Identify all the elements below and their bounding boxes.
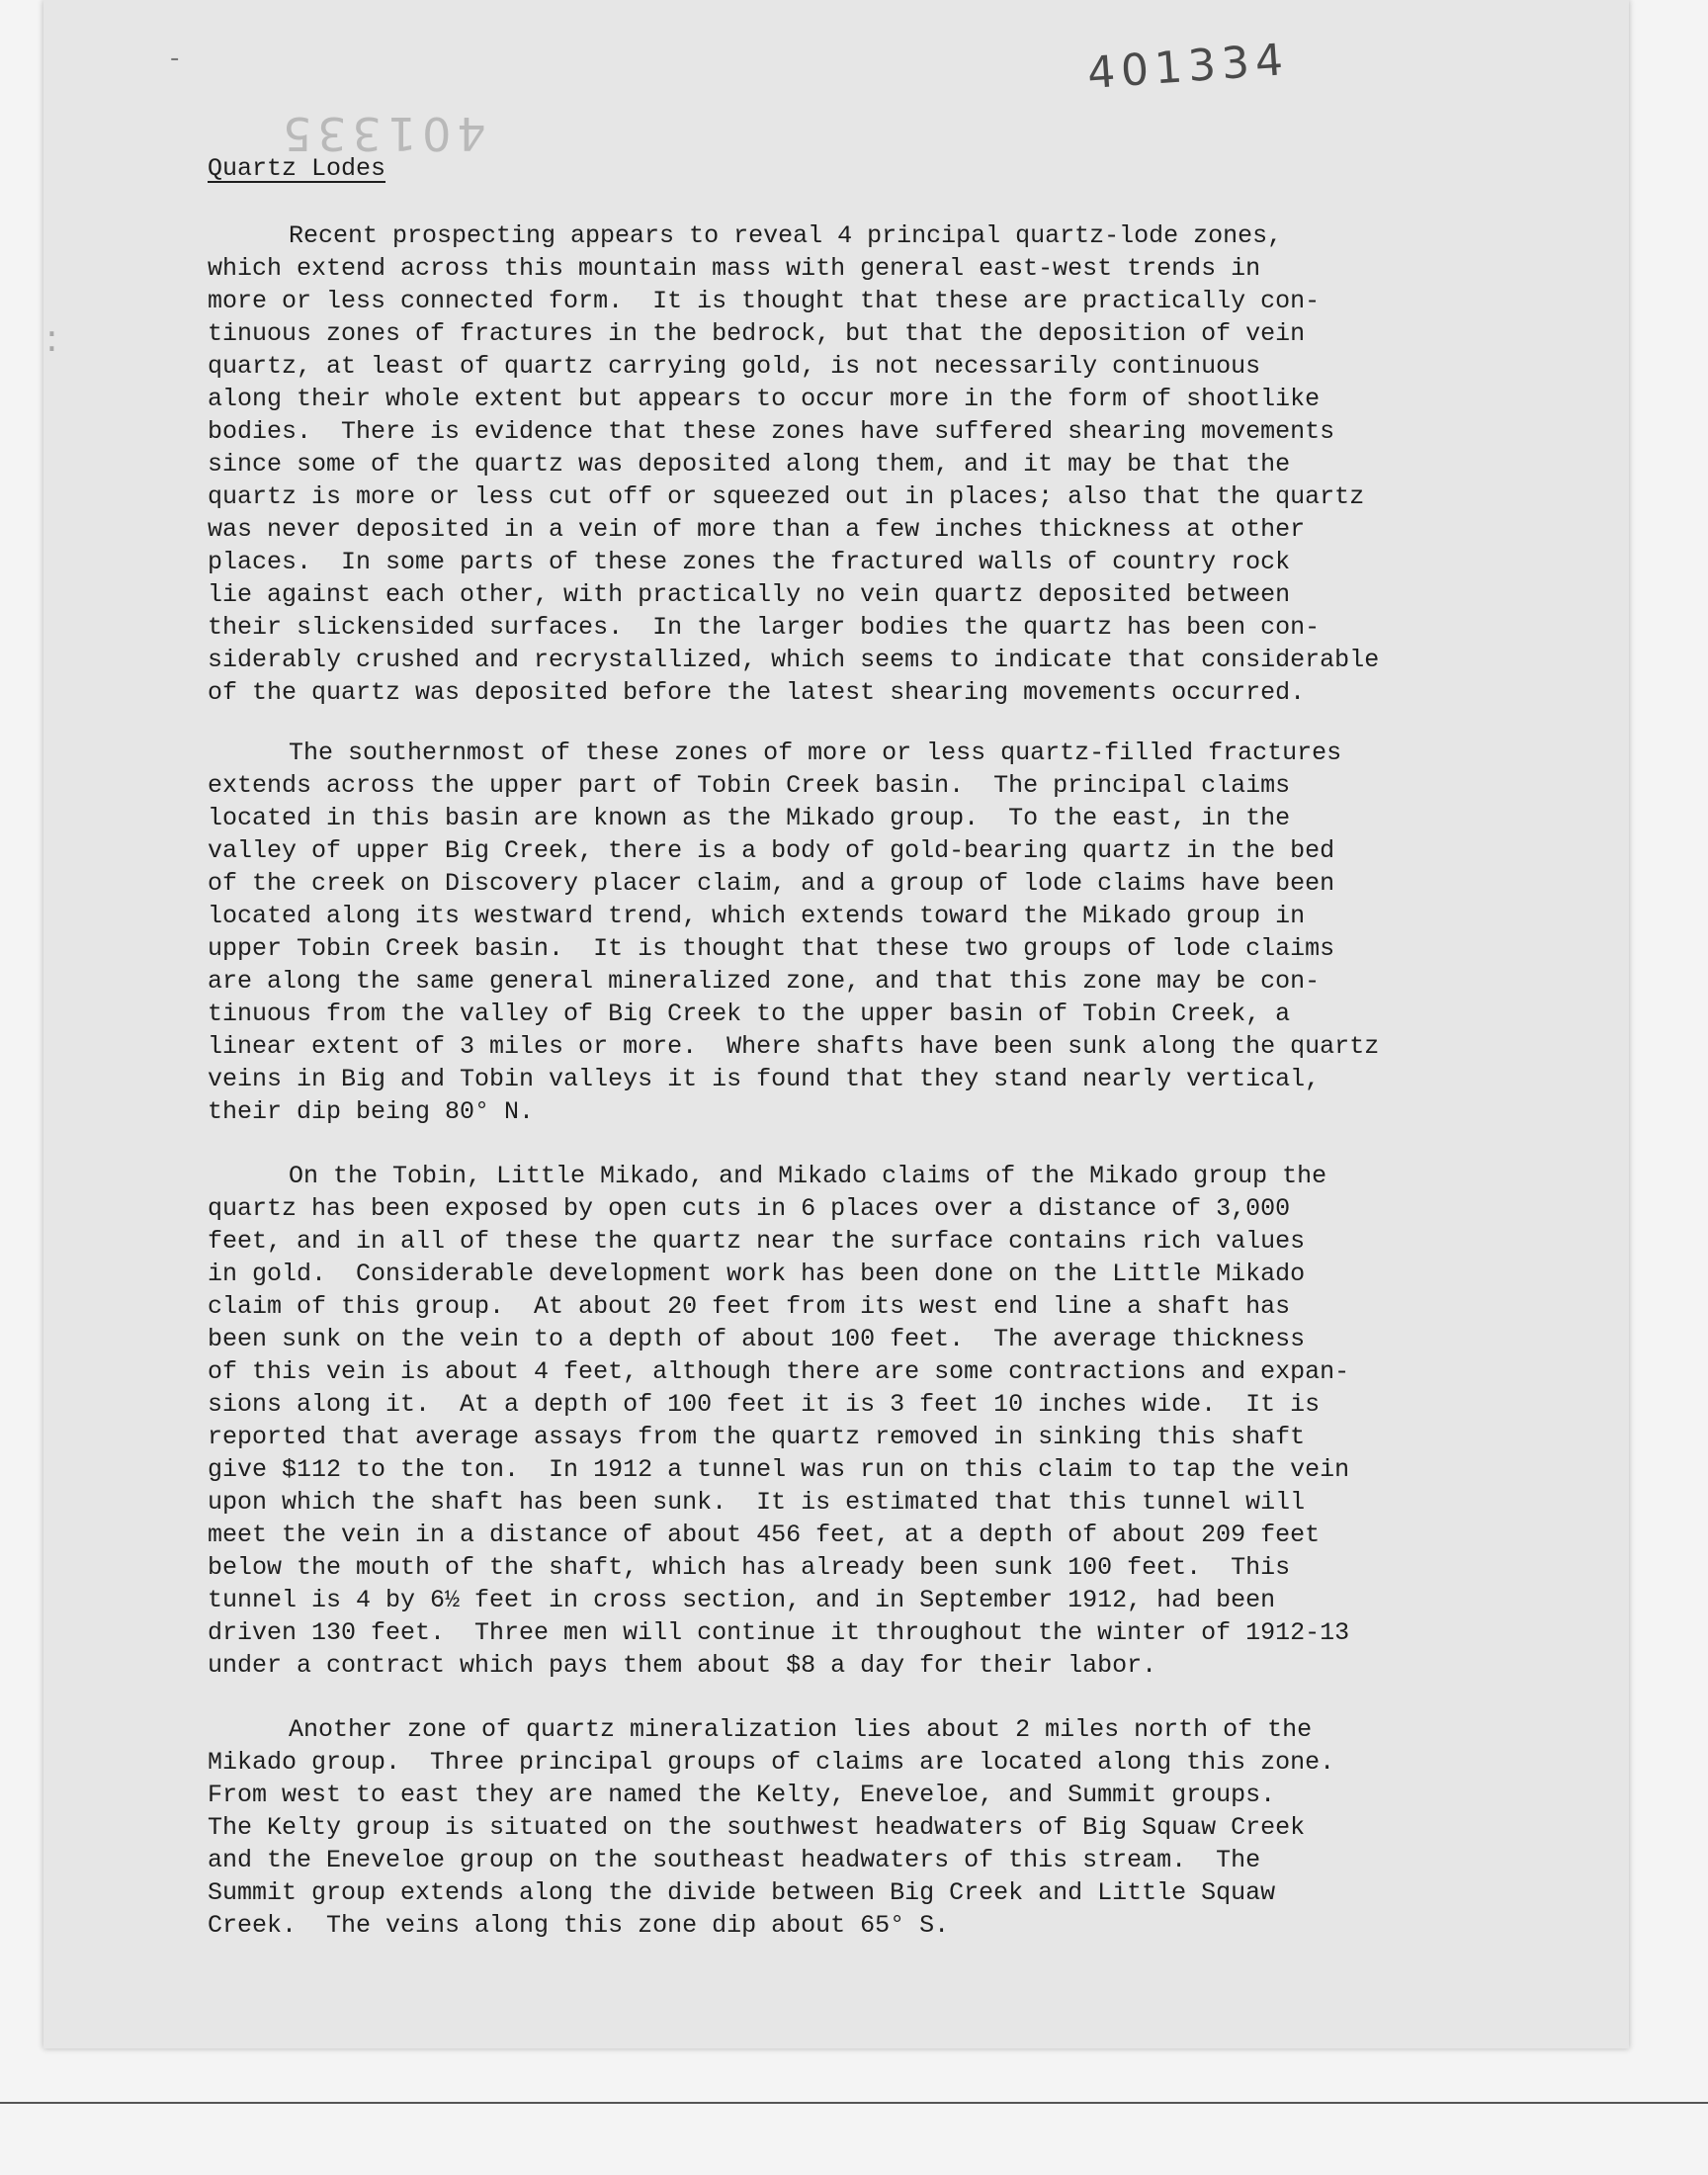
text-line: been sunk on the vein to a depth of about 100 feet. The average thickness (208, 1325, 1306, 1353)
text-line: under a contract which pays them about $8 a day for their labor. (208, 1651, 1157, 1680)
text-line: On the Tobin, Little Mikado, and Mikado claims of the Mikado group the (289, 1162, 1327, 1190)
scan-edge-line (0, 2102, 1708, 2104)
text-line: linear extent of 3 miles or more. Where shafts have been sunk along the quartz (208, 1032, 1380, 1061)
paragraph-1 (208, 219, 1522, 709)
text-line: extends across the upper part of Tobin Creek basin. The principal claims (208, 771, 1291, 800)
text-line: and the Eneveloe group on the southeast headwaters of this stream. The (208, 1846, 1261, 1874)
text-line: From west to east they are named the Kelty, Eneveloe, and Summit groups. (208, 1781, 1276, 1809)
text-line: Mikado group. Three principal groups of claims are located along this zone. (208, 1748, 1335, 1777)
text-line: sions along it. At a depth of 100 feet it is 3 feet 10 inches wide. It is (208, 1390, 1321, 1419)
section-heading: Quartz Lodes (208, 154, 386, 183)
text-line: The southernmost of these zones of more or less quartz-filled fractures (289, 739, 1342, 767)
text-line: feet, and in all of these the quartz near the surface contains rich values (208, 1227, 1306, 1256)
text-line: tinuous zones of fractures in the bedrock, but that the deposition of vein (208, 319, 1306, 348)
text-line: of this vein is about 4 feet, although there are some contractions and expan- (208, 1357, 1350, 1386)
text-line: more or less connected form. It is thought that these are practically con- (208, 287, 1321, 315)
text-line: veins in Big and Tobin valleys it is found that they stand nearly vertical, (208, 1065, 1321, 1093)
text-line: quartz, at least of quartz carrying gold, is not necessarily continuous (208, 352, 1261, 381)
text-line: located in this basin are known as the Mikado group. To the east, in the (208, 804, 1291, 832)
text-line: located along its westward trend, which extends toward the Mikado group in (208, 902, 1306, 930)
text-line: The Kelty group is situated on the southwest headwaters of Big Squaw Creek (208, 1813, 1306, 1842)
text-line: Recent prospecting appears to reveal 4 principal quartz-lode zones, (289, 221, 1283, 250)
text-line: claim of this group. At about 20 feet from its west end line a shaft has (208, 1292, 1291, 1321)
text-line: are along the same general mineralized zone, and that this zone may be con- (208, 967, 1321, 996)
text-line: lie against each other, with practically no vein quartz deposited between (208, 580, 1291, 609)
text-line: of the quartz was deposited before the latest shearing movements occurred. (208, 678, 1306, 707)
text-line: reported that average assays from the quartz removed in sinking this shaft (208, 1423, 1306, 1451)
text-line: meet the vein in a distance of about 456 feet, at a depth of about 209 feet (208, 1521, 1321, 1549)
text-line: Summit group extends along the divide between Big Creek and Little Squaw (208, 1878, 1276, 1907)
paragraph-3 (208, 1160, 1522, 1682)
text-line: their dip being 80° N. (208, 1097, 535, 1126)
text-line: quartz is more or less cut off or squeezed out in places; also that the quartz (208, 482, 1365, 511)
text-line: in gold. Considerable development work has been done on the Little Mikado (208, 1260, 1306, 1288)
text-line: quartz has been exposed by open cuts in 6 places over a distance of 3,000 (208, 1194, 1291, 1223)
text-line: driven 130 feet. Three men will continue it throughout the winter of 1912-13 (208, 1618, 1350, 1647)
paragraph-2 (208, 737, 1522, 1128)
text-line: their slickensided surfaces. In the larger bodies the quartz has been con- (208, 613, 1321, 642)
text-line: upon which the shaft has been sunk. It is estimated that this tunnel will (208, 1488, 1306, 1517)
text-line: Creek. The veins along this zone dip about 65° S. (208, 1911, 950, 1940)
text-line: along their whole extent but appears to occur more in the form of shootlike (208, 385, 1321, 413)
text-line: since some of the quartz was deposited along them, and it may be that the (208, 450, 1291, 478)
text-line: tunnel is 4 by 6½ feet in cross section, and in September 1912, had been (208, 1586, 1276, 1614)
margin-smudge: : (45, 316, 58, 360)
pencil-mark: - (170, 44, 180, 73)
text-line: valley of upper Big Creek, there is a body of gold-bearing quartz in the bed (208, 836, 1335, 865)
text-line: bodies. There is evidence that these zones have suffered shearing movements (208, 417, 1335, 446)
text-line: of the creek on Discovery placer claim, and a group of lode claims have been (208, 869, 1335, 898)
text-line: upper Tobin Creek basin. It is thought that these two groups of lode claims (208, 934, 1335, 963)
text-line: places. In some parts of these zones the fractured walls of country rock (208, 548, 1291, 576)
text-line: siderably crushed and recrystallized, which seems to indicate that considerable (208, 646, 1380, 674)
text-line: tinuous from the valley of Big Creek to the upper basin of Tobin Creek, a (208, 1000, 1291, 1028)
paragraph-4 (208, 1713, 1522, 1942)
document-number-stamp: 401334 (1085, 34, 1291, 100)
text-line: Another zone of quartz mineralization lies about 2 miles north of the (289, 1715, 1313, 1744)
faded-bleedthrough-stamp: 401335 (277, 107, 486, 160)
text-line: was never deposited in a vein of more than a few inches thickness at other (208, 515, 1306, 544)
text-line: below the mouth of the shaft, which has already been sunk 100 feet. This (208, 1553, 1291, 1582)
text-line: give $112 to the ton. In 1912 a tunnel was run on this claim to tap the vein (208, 1455, 1350, 1484)
text-line: which extend across this mountain mass with general east-west trends in (208, 254, 1261, 283)
